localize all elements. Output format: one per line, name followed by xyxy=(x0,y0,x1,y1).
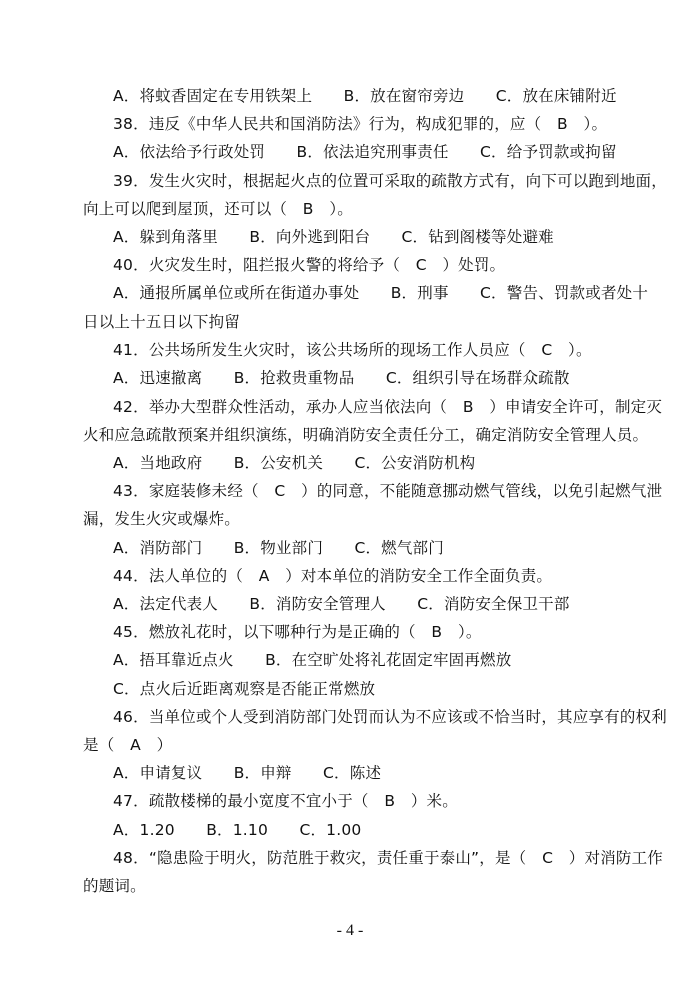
answer-options-39: A．躲到角落里 B．向外逃到阳台 C．钻到阁楼等处避难 xyxy=(113,228,554,246)
question-41: 41．公共场所发生火灾时，该公共场所的现场工作人员应（ C ）。 xyxy=(113,341,592,359)
question-48: 48．“隐患险于明火，防范胜于救灾，责任重于泰山”，是（ C ）对消防工作 xyxy=(113,849,664,867)
question-45: 45．燃放礼花时，以下哪种行为是正确的（ B ）。 xyxy=(113,623,482,641)
answer-options-38: A．依法给予行政处罚 B．依法追究刑事责任 C．给予罚款或拘留 xyxy=(113,143,617,161)
question-43-cont: 漏，发生火灾或爆炸。 xyxy=(83,510,241,528)
answer-options-40: A．通报所属单位或所在街道办事处 B．刑事 C．警告、罚款或者处十 xyxy=(113,284,649,302)
answer-options-45-cont: C．点火后近距离观察是否能正常燃放 xyxy=(113,680,376,698)
question-46: 46．当单位或个人受到消防部门处罚而认为不应该或不恰当时，其应享有的权利 xyxy=(113,708,667,726)
question-46-cont: 是（ A ） xyxy=(83,736,173,754)
question-43: 43．家庭装修未经（ C ）的同意，不能随意挪动燃气管线，以免引起燃气泄 xyxy=(113,482,663,500)
answer-options-46: A．申请复议 B．申辩 C．陈述 xyxy=(113,764,382,782)
answer-options-47: A．1.20 B．1.10 C．1.00 xyxy=(113,821,362,839)
answer-options-42: A．当地政府 B．公安机关 C．公安消防机构 xyxy=(113,454,476,472)
answer-options-41: A．迅速撤离 B．抢救贵重物品 C．组织引导在场群众疏散 xyxy=(113,369,570,387)
answer-options-45: A．捂耳靠近点火 B．在空旷处将礼花固定牢固再燃放 xyxy=(113,651,512,669)
question-39: 39．发生火灾时，根据起火点的位置可采取的疏散方式有，向下可以跑到地面， xyxy=(113,172,667,190)
question-38: 38．违反《中华人民共和国消防法》行为，构成犯罪的，应（ B ）。 xyxy=(113,115,608,133)
question-48-cont: 的题词。 xyxy=(83,877,146,895)
answer-options-40-cont: 日以上十五日以下拘留 xyxy=(83,313,241,331)
question-42: 42．举办大型群众性活动，承办人应当依法向（ B ）申请安全许可，制定灭 xyxy=(113,398,663,416)
question-42-cont: 火和应急疏散预案并组织演练，明确消防安全责任分工，确定消防安全管理人员。 xyxy=(83,426,649,444)
page-number: - 4 - xyxy=(336,922,364,939)
question-40: 40．火灾发生时，阻拦报火警的将给予（ C ）处罚。 xyxy=(113,256,506,274)
answer-options-37: A．将蚊香固定在专用铁架上 B．放在窗帘旁边 C．放在床铺附近 xyxy=(113,87,617,105)
question-44: 44．法人单位的（ A ）对本单位的消防安全工作全面负责。 xyxy=(113,567,553,585)
answer-options-43: A．消防部门 B．物业部门 C．燃气部门 xyxy=(113,539,444,557)
answer-options-44: A．法定代表人 B．消防安全管理人 C．消防安全保卫干部 xyxy=(113,595,570,613)
question-39-cont: 向上可以爬到屋顶，还可以（ B ）。 xyxy=(83,200,353,218)
question-47: 47．疏散楼梯的最小宽度不宜小于（ B ）米。 xyxy=(113,792,458,810)
